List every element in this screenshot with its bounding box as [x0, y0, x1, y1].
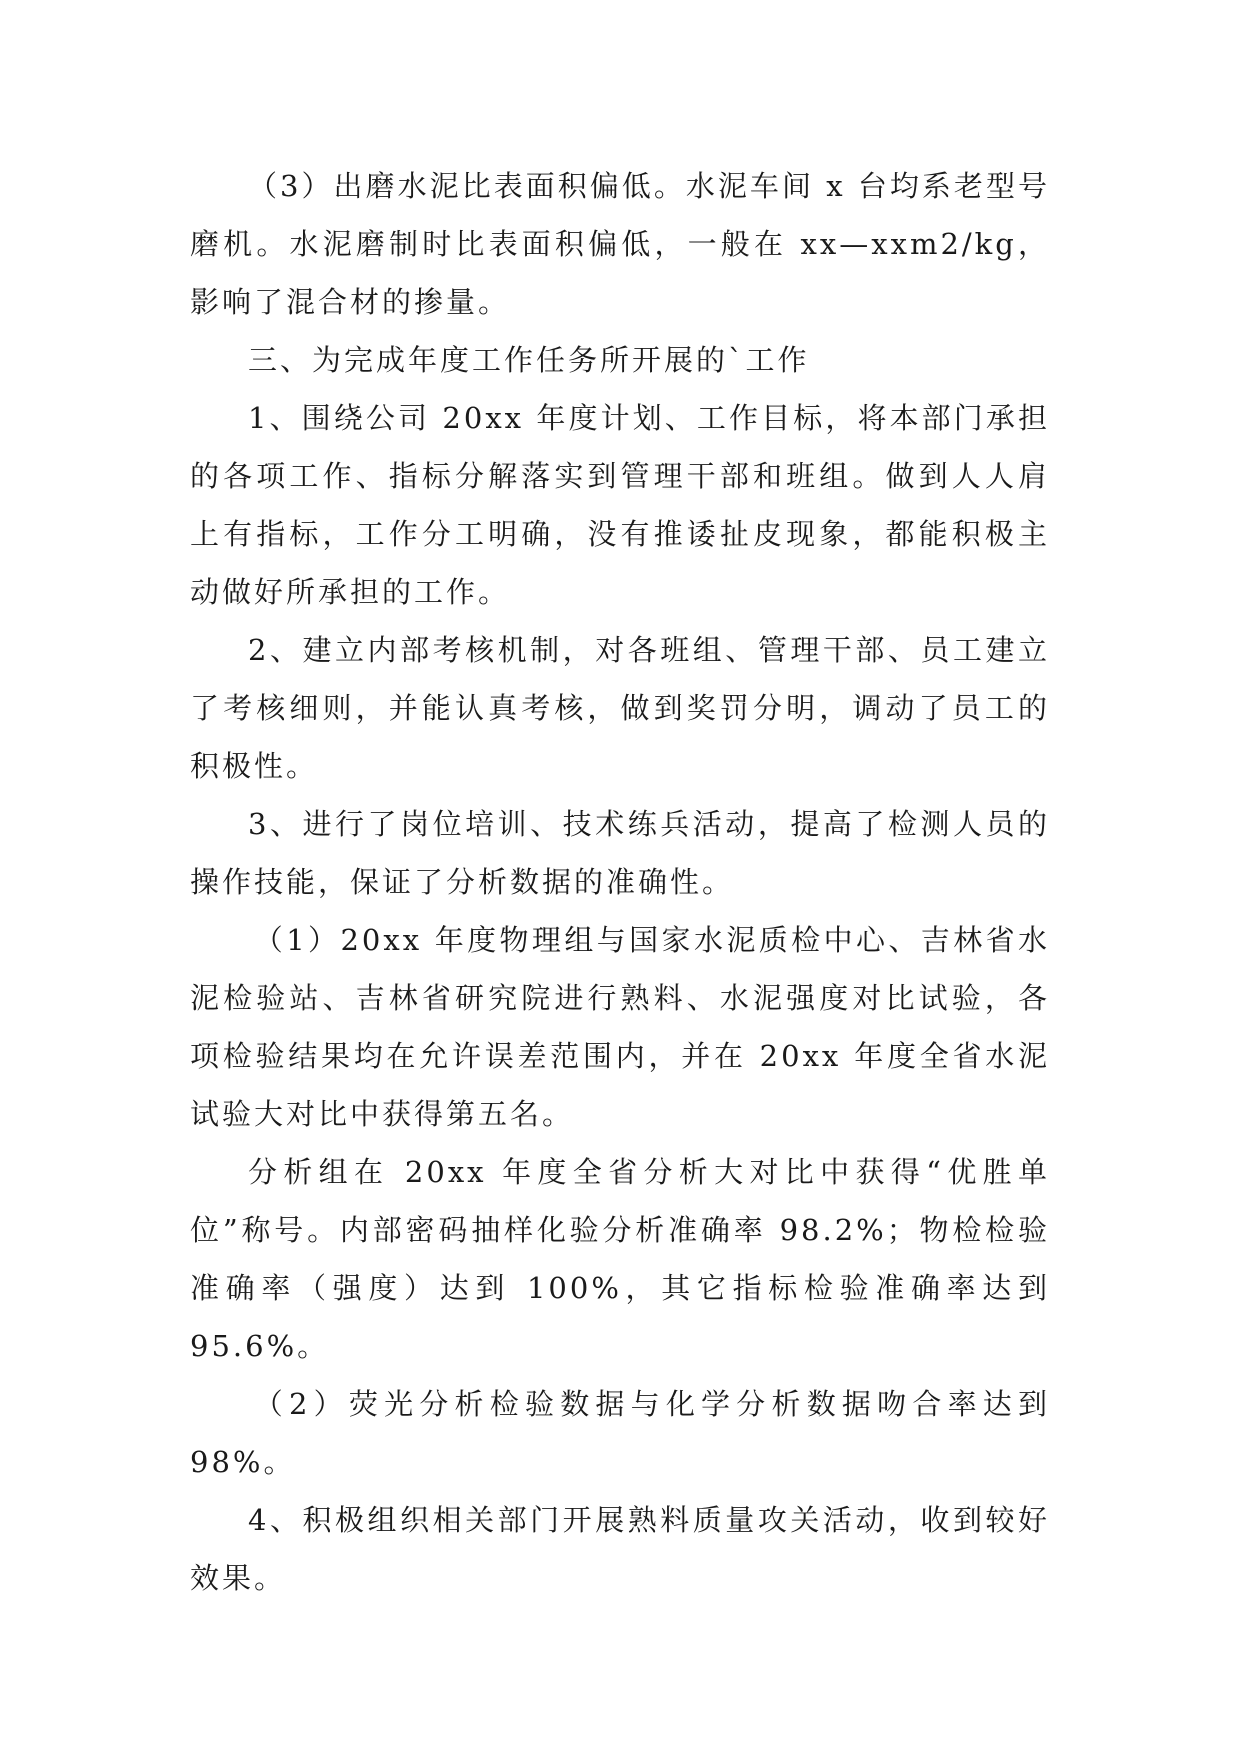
document-body	[190, 157, 1050, 1607]
paragraph-subitem-2: （2）荧光分析检验数据与化学分析数据吻合率达到 98%。	[190, 1387, 1050, 1479]
paragraph-analysis-group: 分析组在 20xx 年度全省分析大对比中获得“优胜单位”称号。内部密码抽样化验分析准确率 98.2%；物检检验准确率（强度）达到 100%，其它指标检验准确率达到 95.6%。	[190, 1155, 1050, 1363]
paragraph-item-4: 4、积极组织相关部门开展熟料质量攻关活动，收到较好效果。	[190, 1503, 1050, 1595]
paragraph-item-2: 2、建立内部考核机制，对各班组、管理干部、员工建立了考核细则，并能认真考核，做到奖罚分明，调动了员工的积极性。	[190, 633, 1050, 783]
paragraph-item-3: 3、进行了岗位培训、技术练兵活动，提高了检测人员的操作技能，保证了分析数据的准确性。	[190, 807, 1050, 899]
section-heading-3: 三、为完成年度工作任务所开展的`工作	[248, 343, 810, 377]
paragraph-subitem-1: （1）20xx 年度物理组与国家水泥质检中心、吉林省水泥检验站、吉林省研究院进行熟料、水泥强度对比试验，各项检验结果均在允许误差范围内，并在 20xx 年度全省水泥试验大对比中获得第五名。	[190, 923, 1050, 1131]
paragraph-item-1: 1、围绕公司 20xx 年度计划、工作目标，将本部门承担的各项工作、指标分解落实到管理干部和班组。做到人人肩上有指标，工作分工明确，没有推诿扯皮现象，都能积极主动做好所承担的工作。	[190, 401, 1050, 609]
paragraph-cement-surface-area: （3）出磨水泥比表面积偏低。水泥车间 x 台均系老型号磨机。水泥磨制时比表面积偏低，一般在 xx—xxm2/kg，影响了混合材的掺量。	[190, 169, 1050, 319]
